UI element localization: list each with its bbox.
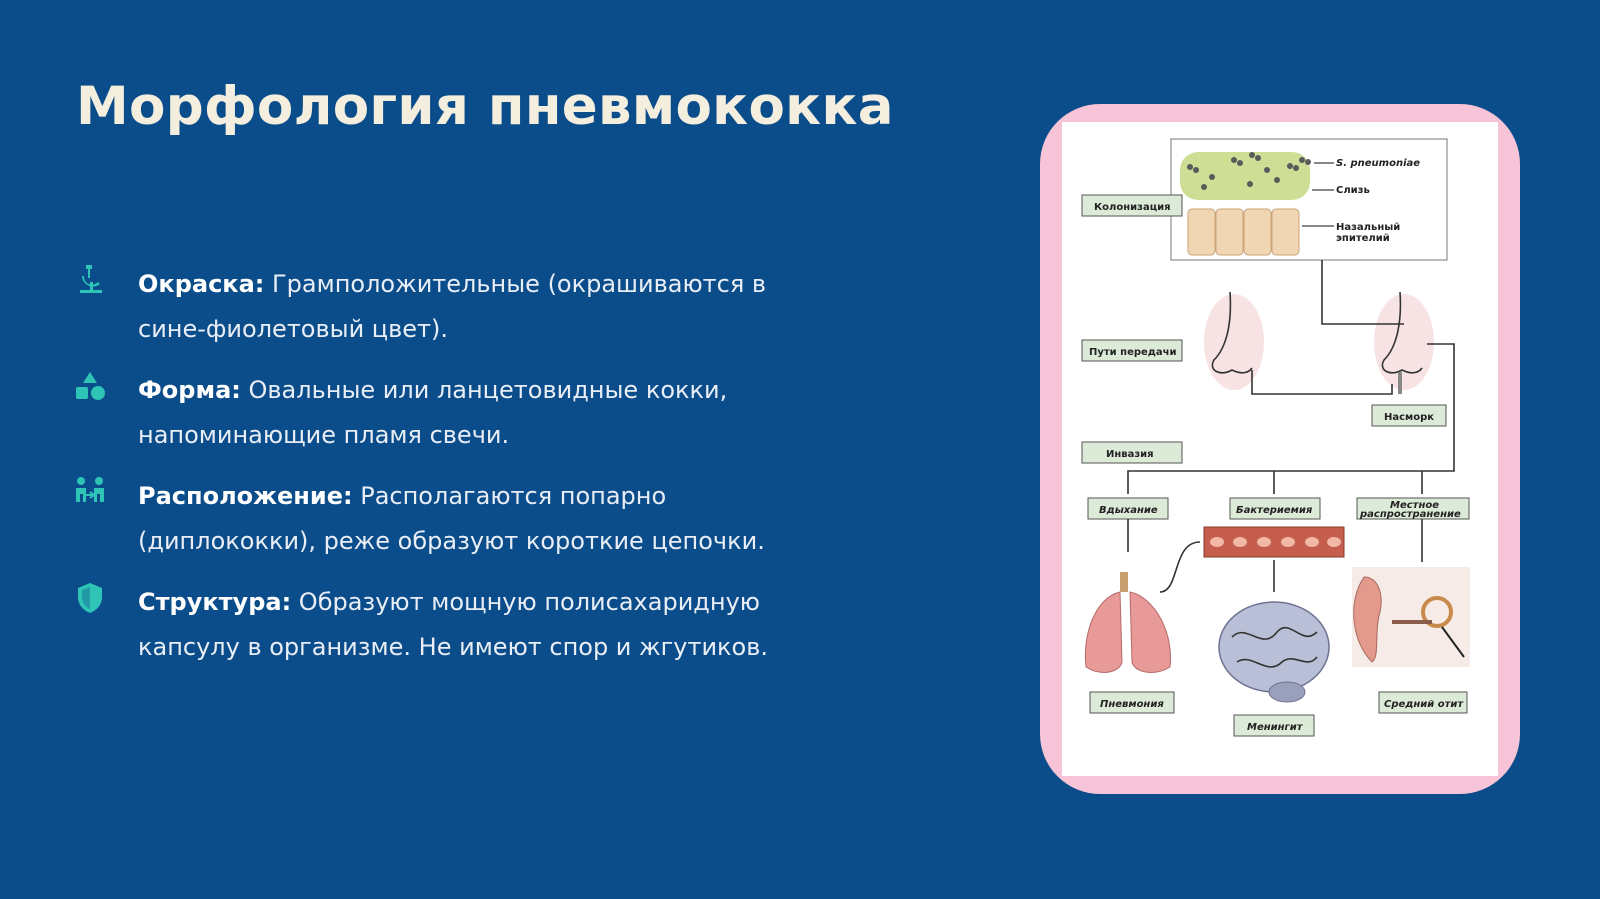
shapes-icon: [72, 368, 108, 404]
page-title: Морфология пневмококка: [76, 76, 894, 137]
bullet-label: Окраска:: [138, 270, 265, 298]
bullet-label: Форма:: [138, 376, 241, 404]
lung-left-icon: [1085, 592, 1122, 672]
label-inhalation: Вдыхание: [1099, 505, 1158, 516]
bullet-list: [72, 262, 772, 686]
nose-right-icon: [1374, 294, 1434, 390]
label-bacteremia: Бактериемия: [1236, 505, 1313, 516]
bullet-arrangement: [72, 474, 772, 564]
lung-right-icon: [1130, 592, 1171, 672]
label-nasal-2: эпителий: [1336, 233, 1390, 244]
epithelium-cells: [1188, 209, 1299, 255]
label-colonization: Колонизация: [1094, 202, 1171, 213]
mucus-layer: [1180, 152, 1310, 200]
bullet-shape: [72, 368, 772, 458]
label-pneumonia: Пневмония: [1100, 699, 1164, 710]
bullet-text: Располагаются попарно (диплококки), реже образуют короткие цепочки.: [138, 482, 765, 555]
brain-icon: [1219, 602, 1329, 692]
label-otitis: Средний отит: [1384, 699, 1464, 710]
bullet-label: Расположение:: [138, 482, 353, 510]
label-invasion: Инвазия: [1106, 449, 1154, 460]
pathogenesis-diagram: [1062, 122, 1498, 776]
bullet-label: Структура:: [138, 588, 292, 616]
label-meningitis: Менингит: [1247, 722, 1303, 733]
label-transmission: Пути передачи: [1089, 347, 1177, 358]
bullet-staining: [72, 262, 772, 352]
bullet-text: Овальные или ланцетовидные кокки, напоминающие пламя свечи.: [138, 376, 728, 449]
connector-transmission: [1252, 370, 1392, 394]
label-mucus: Слизь: [1336, 185, 1370, 196]
label-local-spread-2: распространение: [1360, 509, 1461, 520]
label-local-spread-1: Местное: [1390, 500, 1440, 511]
label-nasal-1: Назальный: [1336, 222, 1401, 233]
label-s-pneumoniae: S. pneumoniae: [1336, 158, 1421, 169]
nose-left-icon: [1204, 294, 1264, 390]
microscope-icon: [72, 262, 108, 298]
diagram-frame: [1040, 104, 1520, 794]
blood-vessel-icon: [1204, 527, 1344, 557]
pair-icon: [72, 474, 108, 510]
shield-icon: [72, 580, 108, 616]
label-runny-nose: Насморк: [1384, 412, 1435, 423]
bullet-text: Грамположительные (окрашиваются в сине-фиолетовый цвет).: [138, 270, 767, 343]
bullet-text: Образуют мощную полисахаридную капсулу в организме. Не имеют спор и жгутиков.: [138, 588, 768, 661]
bullet-structure: [72, 580, 772, 670]
